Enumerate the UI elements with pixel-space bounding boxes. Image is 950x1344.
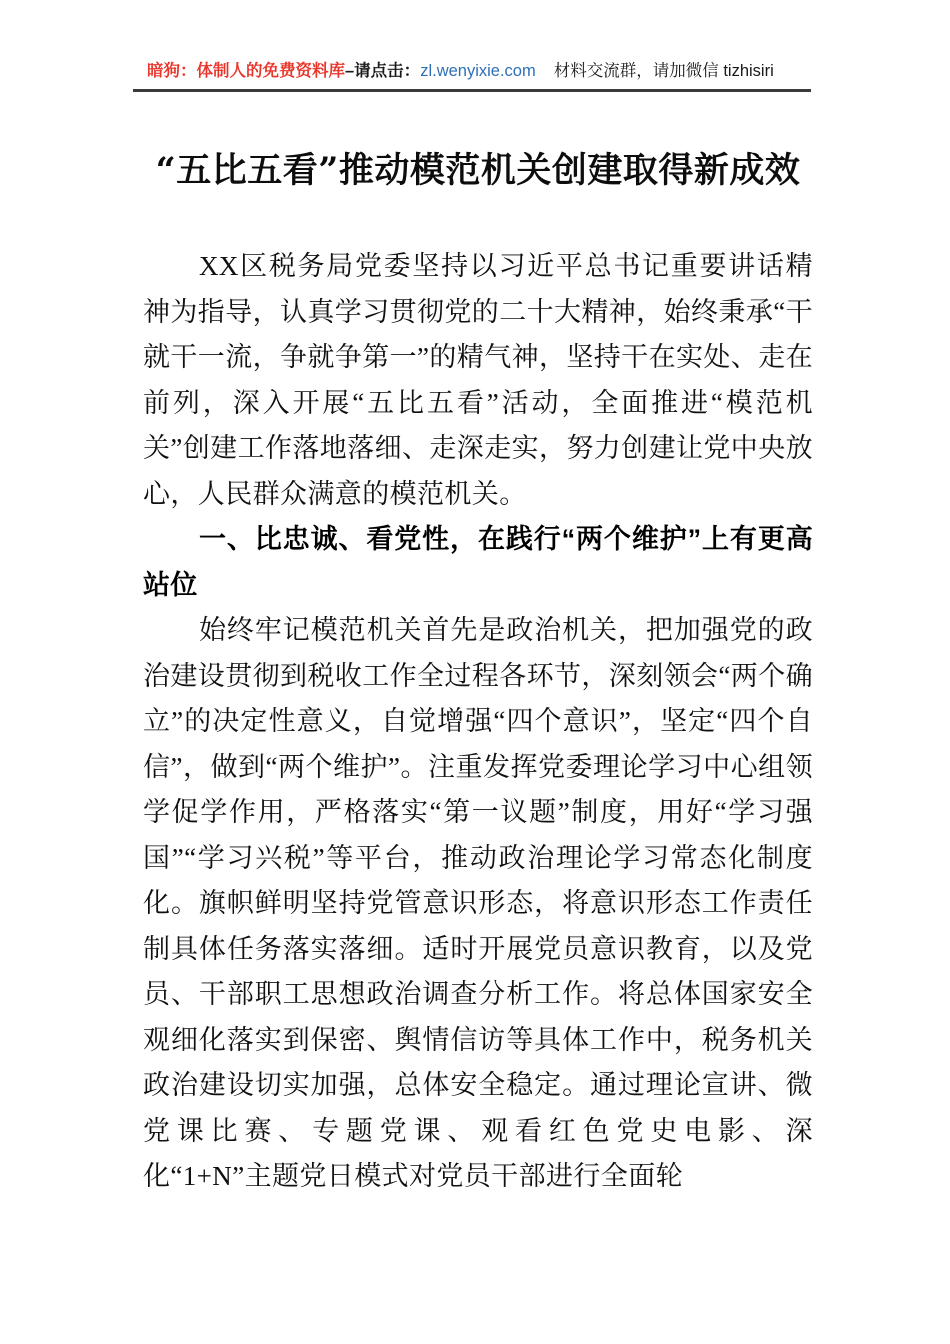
header-divider-rule xyxy=(133,89,811,92)
header-site-link[interactable]: zl.wenyixie.com xyxy=(420,62,536,80)
page-header-banner xyxy=(133,56,811,86)
document-body xyxy=(143,140,813,1200)
header-brand-text: 暗狗：体制人的免费资料库 xyxy=(147,62,345,80)
section-heading-one: 一、比忠诚、看党性，在践行“两个维护”上有更高站位 xyxy=(143,524,813,600)
header-contact-text: 材料交流群，请加微信 tizhisiri xyxy=(553,62,774,80)
header-click-prompt: –请点击： xyxy=(345,62,421,80)
title-spacer xyxy=(143,202,813,244)
header-text-line xyxy=(133,56,811,86)
paragraph-intro: XX区税务局党委坚持以习近平总书记重要讲话精神为指导，认真学习贯彻党的二十大精神，始终秉承“干就干一流，争就争第一”的精气神，坚持干在实处、走在前列，深入开展“五比五看”活动，全面推进“模范机关”创建工作落地落细、走深走实，努力创建让党中央放心，人民群众满意的模范机关。 xyxy=(143,251,813,509)
paragraph-section-one-body: 始终牢记模范机关首先是政治机关，把加强党的政治建设贯彻到税收工作全过程各环节，深刻领会“两个确立”的决定性意义，自觉增强“四个意识”，坚定“四个自信”，做到“两个维护”。注重发挥党委理论学习中心组领学促学作用，严格落实“第一议题”制度，用好“学习强国”“学习兴税”等平台，推动政治理论学习常态化制度化。旗帜鲜明坚持党管意识形态，将意识形态工作责任制具体任务落实落细。适时开展党员意识教育，以及党员、干部职工思想政治调查分析工作。将总体国家安全观细化落实到保密、舆情信访等具体工作中，税务机关政治建设切实加强，总体安全稳定。通过理论宣讲、微党课比赛、专题党课、观看红色党史电影、深化“1+N”主题党日模式对党员干部进行全面轮 xyxy=(143,615,813,1191)
document-title: “五比五看”推动模范机关创建取得新成效 xyxy=(155,150,801,191)
